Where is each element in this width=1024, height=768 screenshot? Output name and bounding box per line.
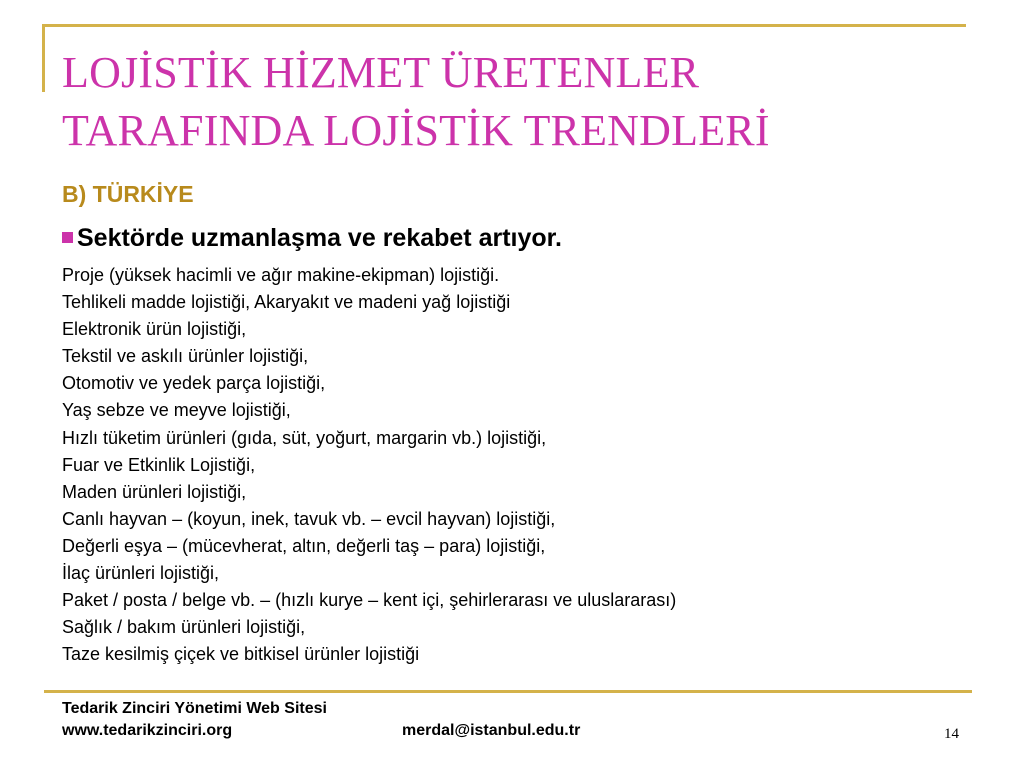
list-item: Hızlı tüketim ürünleri (gıda, süt, yoğurt, margarin vb.) lojistiği, <box>62 427 547 448</box>
list-item: Sağlık / bakım ürünleri lojistiği, <box>62 617 306 638</box>
list-item: Yaş sebze ve meyve lojistiği, <box>62 400 291 421</box>
list-item: Taze kesilmiş çiçek ve bitkisel ürünler lojistiği <box>62 644 420 665</box>
bottom-rule <box>44 690 972 693</box>
list-item: Tekstil ve askılı ürünler lojistiği, <box>62 346 309 367</box>
square-bullet-icon <box>62 232 73 243</box>
list-item: Tehlikeli madde lojistiği, Akaryakıt ve madeni yağ lojistiği <box>62 292 511 313</box>
section-subtitle: B) TÜRKİYE <box>62 181 194 207</box>
slide-title-line-2: TARAFINDA LOJİSTİK TRENDLERİ <box>62 106 770 155</box>
list-item: Fuar ve Etkinlik Lojistiği, <box>62 454 256 475</box>
bullet-heading-text: Sektörde uzmanlaşma ve rekabet artıyor. <box>77 224 562 252</box>
list-item: İlaç ürünleri lojistiği, <box>62 563 220 584</box>
list-item: Elektronik ürün lojistiği, <box>62 319 247 340</box>
bullet-heading <box>62 222 562 254</box>
list-item: Canlı hayvan – (koyun, inek, tavuk vb. – evcil hayvan) lojistiği, <box>62 508 556 529</box>
left-rule <box>42 24 45 92</box>
footer-email: merdal@istanbul.edu.tr <box>402 722 581 739</box>
slide-title <box>62 44 1012 160</box>
list-item: Paket / posta / belge vb. – (hızlı kurye – kent içi, şehirlerarası ve uluslararası) <box>62 590 677 611</box>
footer-site-name: Tedarik Zinciri Yönetimi Web Sitesi <box>62 700 327 717</box>
top-rule <box>42 24 966 27</box>
list-item: Proje (yüksek hacimli ve ağır makine-ekipman) lojistiği. <box>62 265 500 285</box>
list-item: Maden ürünleri lojistiği, <box>62 481 247 502</box>
list-item: Değerli eşya – (mücevherat, altın, değerli taş – para) lojistiği, <box>62 535 546 556</box>
logistics-item-list <box>62 262 676 668</box>
footer-site-info <box>62 698 327 742</box>
footer-site-url: www.tedarikzinciri.org <box>62 722 233 739</box>
list-item: Otomotiv ve yedek parça lojistiği, <box>62 373 326 394</box>
slide-title-line-1: LOJİSTİK HİZMET ÜRETENLER <box>62 48 700 97</box>
page-number: 14 <box>944 726 959 742</box>
